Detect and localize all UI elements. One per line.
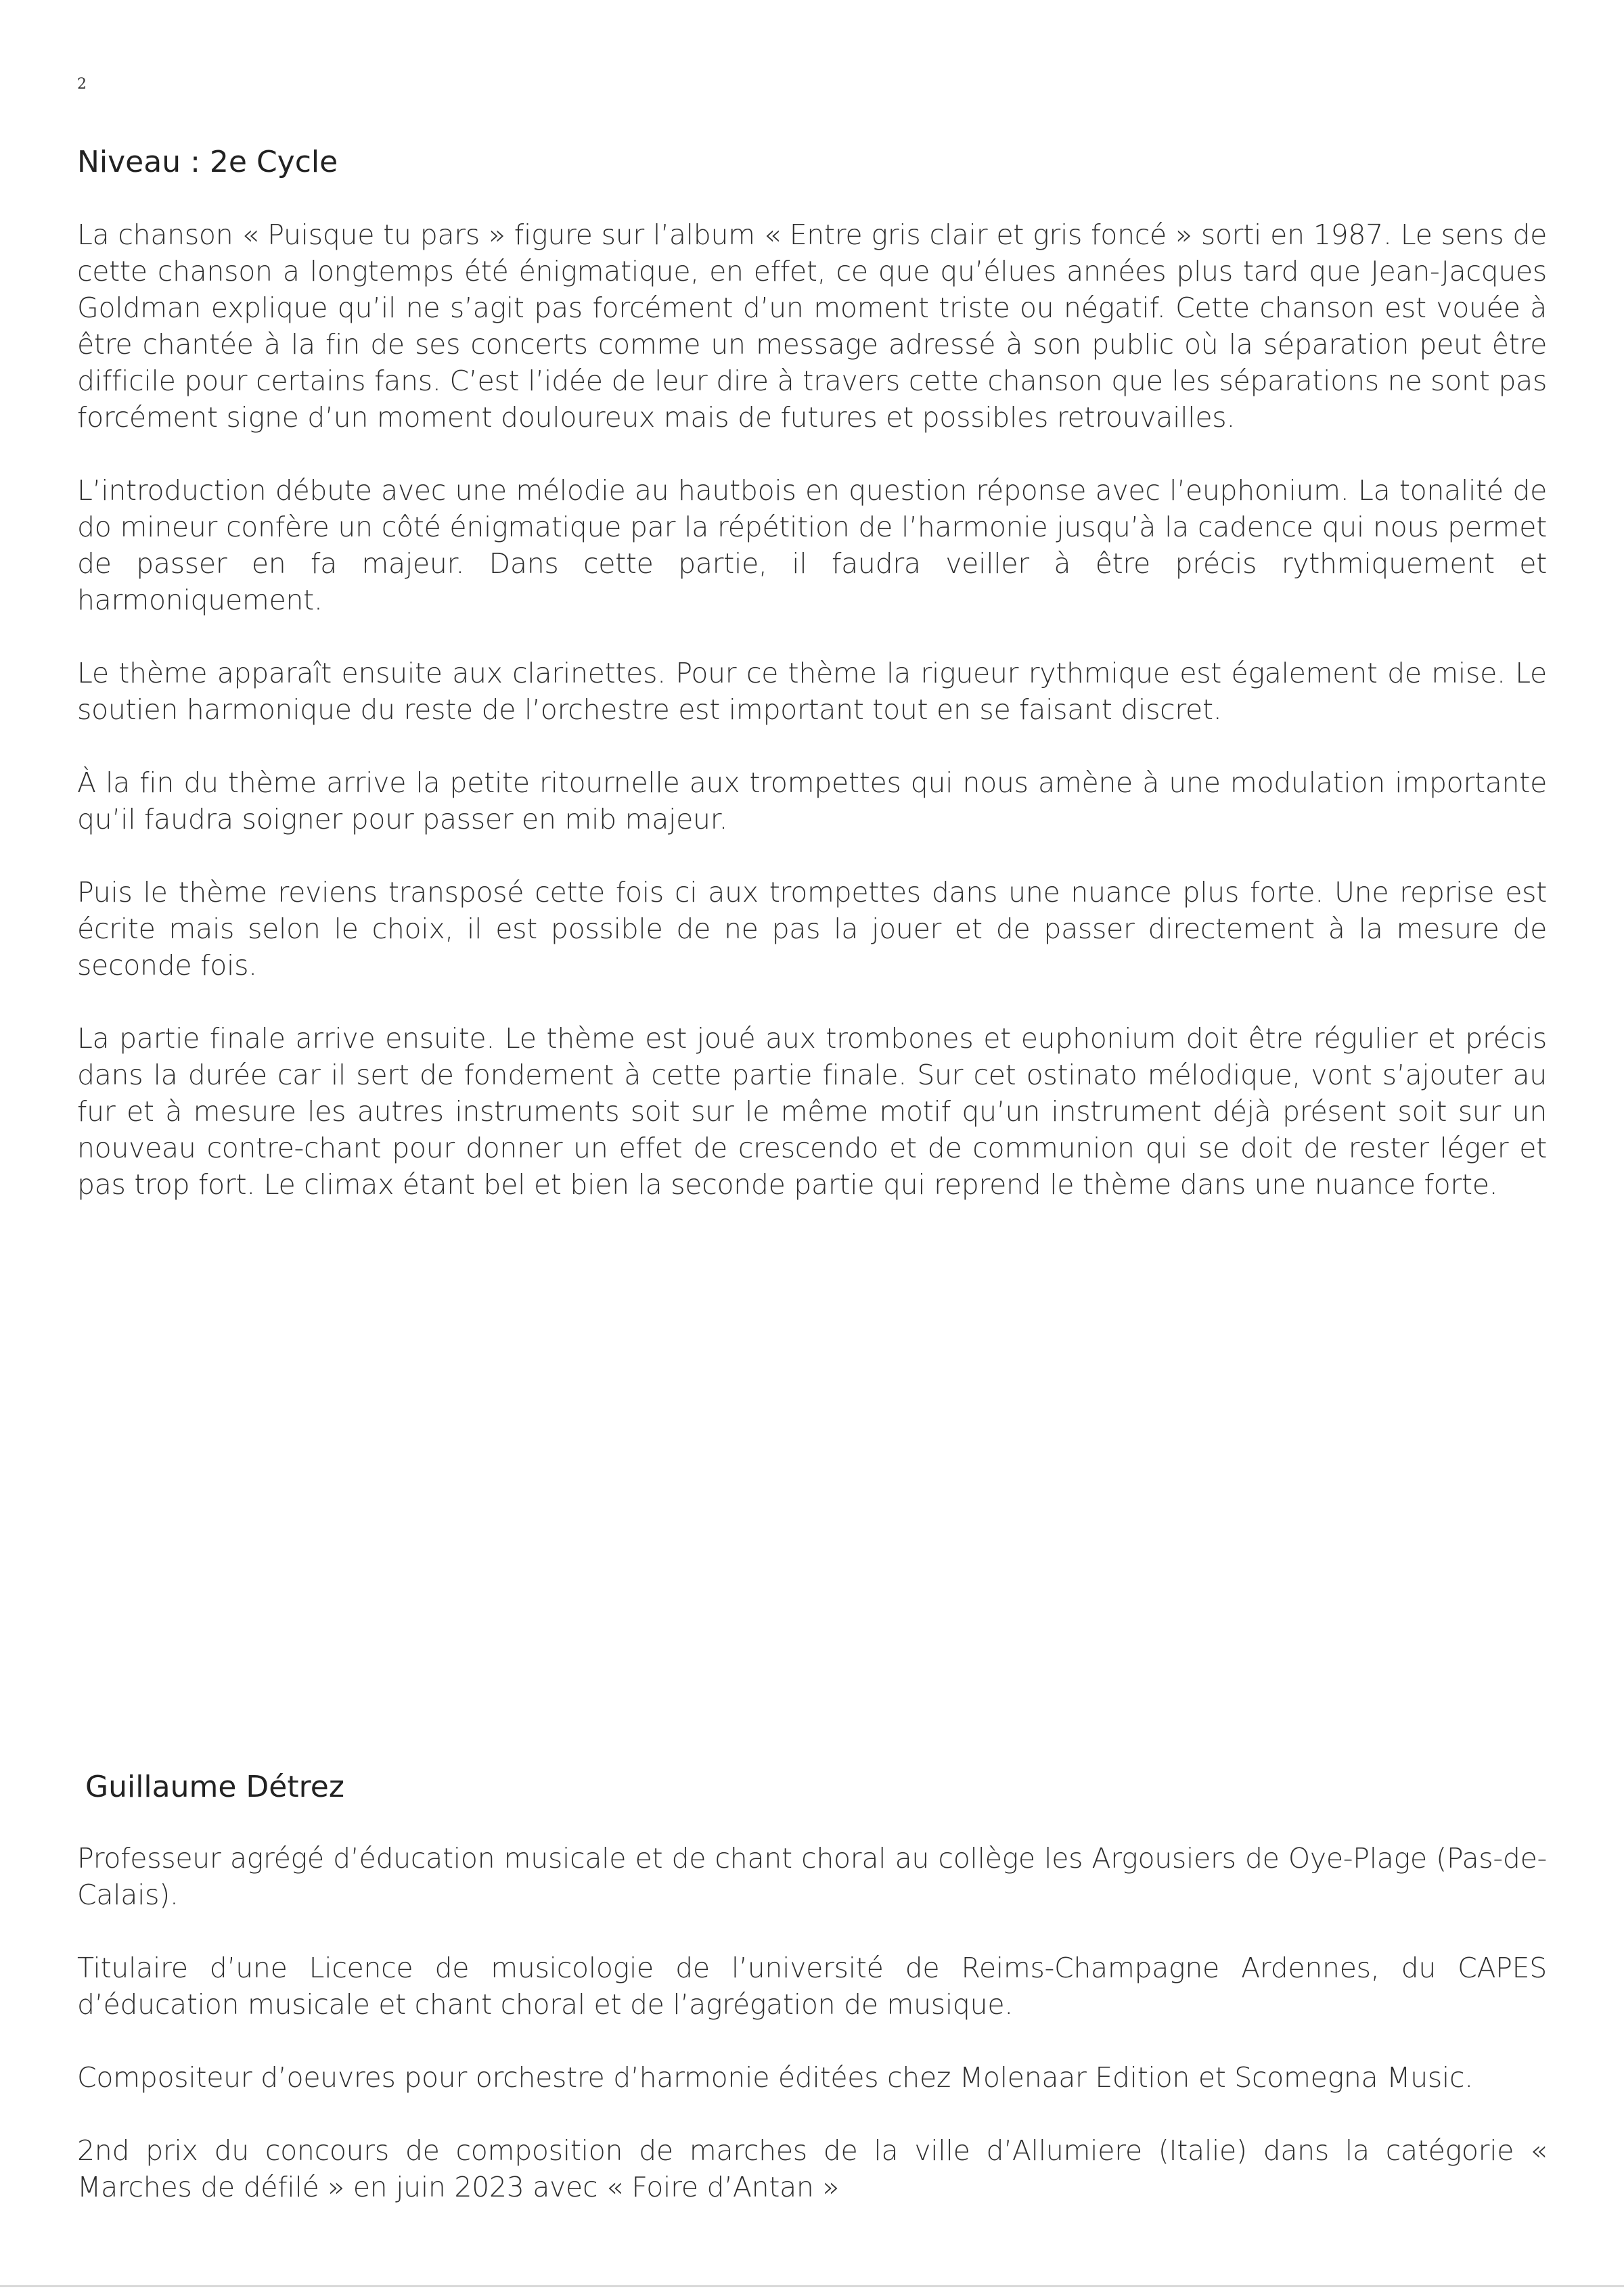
bio-paragraph: Compositeur d’oeuvres pour orchestre d’harmonie éditées chez Molenaar Edition et Scomegna Music. [77,2061,1474,2094]
footer-divider [0,2285,1624,2287]
level-heading: Niveau : 2e Cycle [77,145,338,179]
bio-paragraph: Titulaire d’une Licence de musicologie de l’université de Reims-Champagne Ardennes, du CAPES d’éducation musicale et chant choral et de l’agrégation de musique. [77,1952,1547,2021]
description-paragraph: La chanson « Puisque tu pars » figure sur l’album « Entre gris clair et gris foncé » sorti en 1987. Le sens de cette chanson a longtemps été énigmatique, en effet, ce que qu’élues années plus tard que Jean-Jacques Goldman explique qu’il ne s’agit pas forcément d’un moment triste ou négatif. Cette chanson est vouée à être chantée à la fin de ses concerts comme un message adressé à son public où la séparation peut être difficile pour certains fans. C’est l’idée de leur dire à travers cette chanson que les séparations ne sont pas forcément signe d’un moment douloureux mais de futures et possibles retrouvailles. [77,219,1547,434]
description-paragraph: À la fin du thème arrive la petite ritournelle aux trompettes qui nous amène à une modulation importante qu’il faudra soigner pour passer en mib majeur. [77,766,1547,835]
description-paragraph: La partie finale arrive ensuite. Le thème est joué aux trombones et euphonium doit être régulier et précis dans la durée car il sert de fondement à cette partie finale. Sur cet ostinato mélodique, vont s’ajouter au fur et à mesure les autres instruments soit sur le même motif qu’un instrument déjà présent soit sur un nouveau contre-chant pour donner un effet de crescendo et de communion qui se doit de rester léger et pas trop fort. Le climax étant bel et bien la seconde partie qui reprend le thème dans une nuance forte. [77,1022,1547,1201]
page-number: 2 [77,76,87,93]
description-paragraph: L’introduction débute avec une mélodie au hautbois en question réponse avec l’euphonium. La tonalité de do mineur confère un côté énigmatique par la répétition de l’harmonie jusqu’à la cadence qui nous permet de passer en fa majeur. Dans cette partie, il faudra veiller à être précis rythmiquement et harmoniquement. [77,474,1547,616]
author-bio [77,1840,1547,2205]
bio-paragraph: Professeur agrégé d’éducation musicale et de chant choral au collège les Argousiers de Oye-Plage (Pas-de-Calais). [77,1842,1547,1911]
bio-paragraph: 2nd prix du concours de composition de marches de la ville d’Allumiere (Italie) dans la catégorie « Marches de défilé » en juin 2023 avec « Foire d’Antan » [77,2134,1547,2203]
description-text [77,216,1547,1203]
description-paragraph: Puis le thème reviens transposé cette fois ci aux trompettes dans une nuance plus forte. Une reprise est écrite mais selon le choix, il est possible de ne pas la jouer et de passer directement à la mesure de seconde fois. [77,876,1547,982]
description-paragraph: Le thème apparaît ensuite aux clarinettes. Pour ce thème la rigueur rythmique est également de mise. Le soutien harmonique du reste de l’orchestre est important tout en se faisant discret. [77,657,1547,726]
author-name: Guillaume Détrez [85,1770,344,1804]
